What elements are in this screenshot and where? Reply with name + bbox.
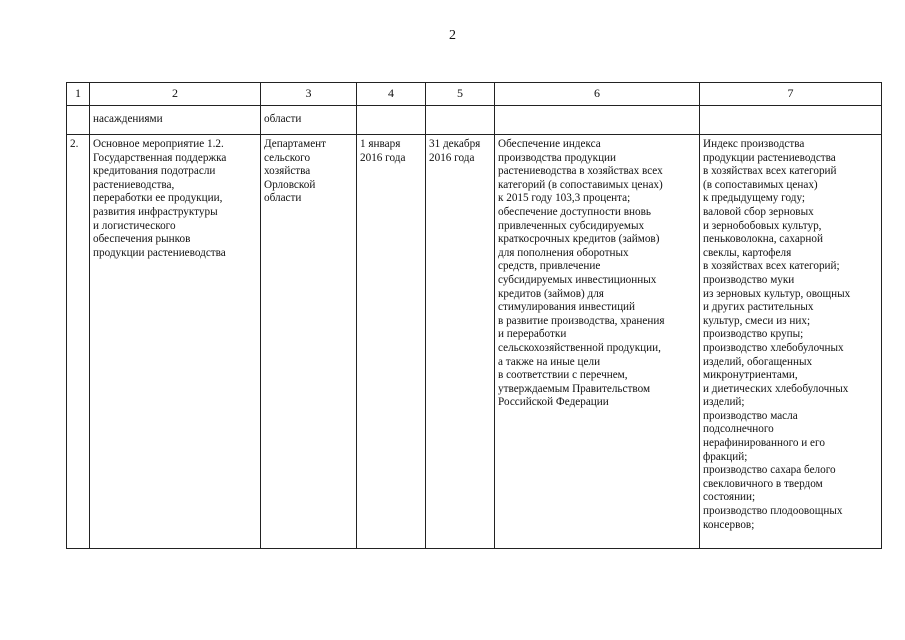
continuation-row: [67, 106, 882, 135]
continuation-cell-4: [357, 106, 426, 135]
cell-line: 1 января: [360, 138, 401, 150]
page-number: 2: [449, 28, 456, 43]
cell-line: и зернобобовых культур,: [703, 219, 822, 232]
cell-line: а также на иные цели: [498, 355, 601, 368]
cell-line: к предыдущему году;: [703, 192, 806, 205]
cell-line: продукции растениеводства: [93, 246, 226, 259]
continuation-cell-3: области: [261, 106, 357, 135]
end-date-cell: [426, 135, 495, 549]
cell-line: производство масла: [703, 409, 798, 422]
cell-line: в развитие производства, хранения: [498, 314, 665, 327]
cell-line: 31 декабря: [429, 138, 481, 150]
cell-line: хозяйства: [264, 165, 311, 178]
cell-line: области: [264, 192, 302, 205]
cell-line: для пополнения оборотных: [498, 246, 629, 259]
cell-line: сельского: [264, 151, 311, 164]
continuation-cell-7: [700, 106, 882, 135]
cell-line: Российской Федерации: [498, 396, 609, 409]
cell-line: развития инфраструктуры: [93, 205, 218, 218]
cell-line: культур, смеси из них;: [703, 314, 811, 327]
cell-line: утверждаемым Правительством: [498, 382, 651, 395]
cell-line: краткосрочных кредитов (займов): [498, 233, 660, 246]
header-row: [67, 83, 882, 106]
cell-line: состоянии;: [703, 491, 756, 504]
cell-line: и переработки: [498, 328, 567, 341]
cell-line: Обеспечение индекса: [498, 138, 601, 150]
continuation-cell-5: [426, 106, 495, 135]
executor-cell: [261, 135, 357, 549]
cell-line: обеспечение доступности вновь: [498, 205, 651, 218]
header-cell-7: 7: [700, 83, 882, 106]
expected-result-cell: [495, 135, 700, 549]
cell-line: в хозяйствах всех категорий;: [703, 260, 840, 273]
cell-line: и других растительных: [703, 301, 814, 314]
cell-line: средств, привлечение: [498, 260, 601, 273]
cell-line: производство крупы;: [703, 328, 804, 341]
cell-line: подсолнечного: [703, 423, 774, 436]
header-cell-1: 1: [67, 83, 90, 106]
cell-line: кредитования подотрасли: [93, 165, 216, 178]
cell-line: привлеченных субсидируемых: [498, 219, 645, 232]
cell-line: растениеводства,: [93, 178, 175, 191]
cell-line: кредитов (займов) для: [498, 287, 604, 300]
activities-table: [66, 82, 882, 549]
cell-line: пеньковолокна, сахарной: [703, 233, 823, 246]
cell-line: и логистического: [93, 219, 176, 232]
cell-line: обеспечения рынков: [93, 233, 191, 246]
cell-line: производство хлебобулочных: [703, 341, 844, 354]
start-date-cell: [357, 135, 426, 549]
header-cell-2: 2: [90, 83, 261, 106]
cell-line: Орловской: [264, 178, 316, 191]
cell-line: микронутриентами,: [703, 369, 798, 382]
cell-line: Индекс производства: [703, 138, 805, 150]
cell-line: субсидируемых инвестиционных: [498, 273, 657, 286]
cell-line: категорий (в сопоставимых ценах): [498, 178, 663, 191]
continuation-cell-1: [67, 106, 90, 135]
row-number: 2.: [67, 135, 90, 549]
cell-line: сельскохозяйственной продукции,: [498, 341, 661, 354]
cell-line: консервов;: [703, 518, 755, 531]
cell-line: Основное мероприятие 1.2.: [93, 138, 224, 150]
cell-line: 2016 года: [360, 151, 406, 164]
cell-line: свекловичного в твердом: [703, 477, 823, 490]
cell-line: продукции растениеводства: [703, 151, 836, 164]
cell-line: нерафинированного и его: [703, 437, 825, 450]
cell-line: стимулирования инвестиций: [498, 301, 636, 314]
cell-line: свеклы, картофеля: [703, 246, 792, 259]
continuation-cell-6: [495, 106, 700, 135]
cell-line: переработки ее продукции,: [93, 192, 223, 205]
cell-line: Департамент: [264, 138, 327, 150]
cell-line: изделий;: [703, 396, 745, 409]
header-cell-6: 6: [495, 83, 700, 106]
cell-line: производство муки: [703, 273, 795, 286]
cell-line: производство плодоовощных: [703, 505, 843, 518]
cell-line: к 2015 году 103,3 процента;: [498, 192, 631, 205]
cell-line: Государственная поддержка: [93, 151, 227, 164]
header-cell-3: 3: [261, 83, 357, 106]
cell-line: производство сахара белого: [703, 464, 836, 477]
cell-line: 2016 года: [429, 151, 475, 164]
cell-line: (в сопоставимых ценах): [703, 178, 818, 191]
cell-line: в хозяйствах всех категорий: [703, 165, 837, 178]
cell-line: изделий, обогащенных: [703, 355, 813, 368]
cell-line: растениеводства в хозяйствах всех: [498, 165, 663, 178]
cell-line: в соответствии с перечнем,: [498, 369, 628, 382]
cell-line: из зерновых культур, овощных: [703, 287, 851, 300]
activity-name-cell: [90, 135, 261, 549]
continuation-cell-2: насаждениями: [90, 106, 261, 135]
header-cell-5: 5: [426, 83, 495, 106]
cell-line: фракций;: [703, 450, 748, 463]
indicators-cell: [700, 135, 882, 549]
cell-line: и диетических хлебобулочных: [703, 382, 849, 395]
header-cell-4: 4: [357, 83, 426, 106]
cell-line: производства продукции: [498, 151, 617, 164]
table-row: [67, 135, 882, 549]
cell-line: валовой сбор зерновых: [703, 205, 814, 218]
